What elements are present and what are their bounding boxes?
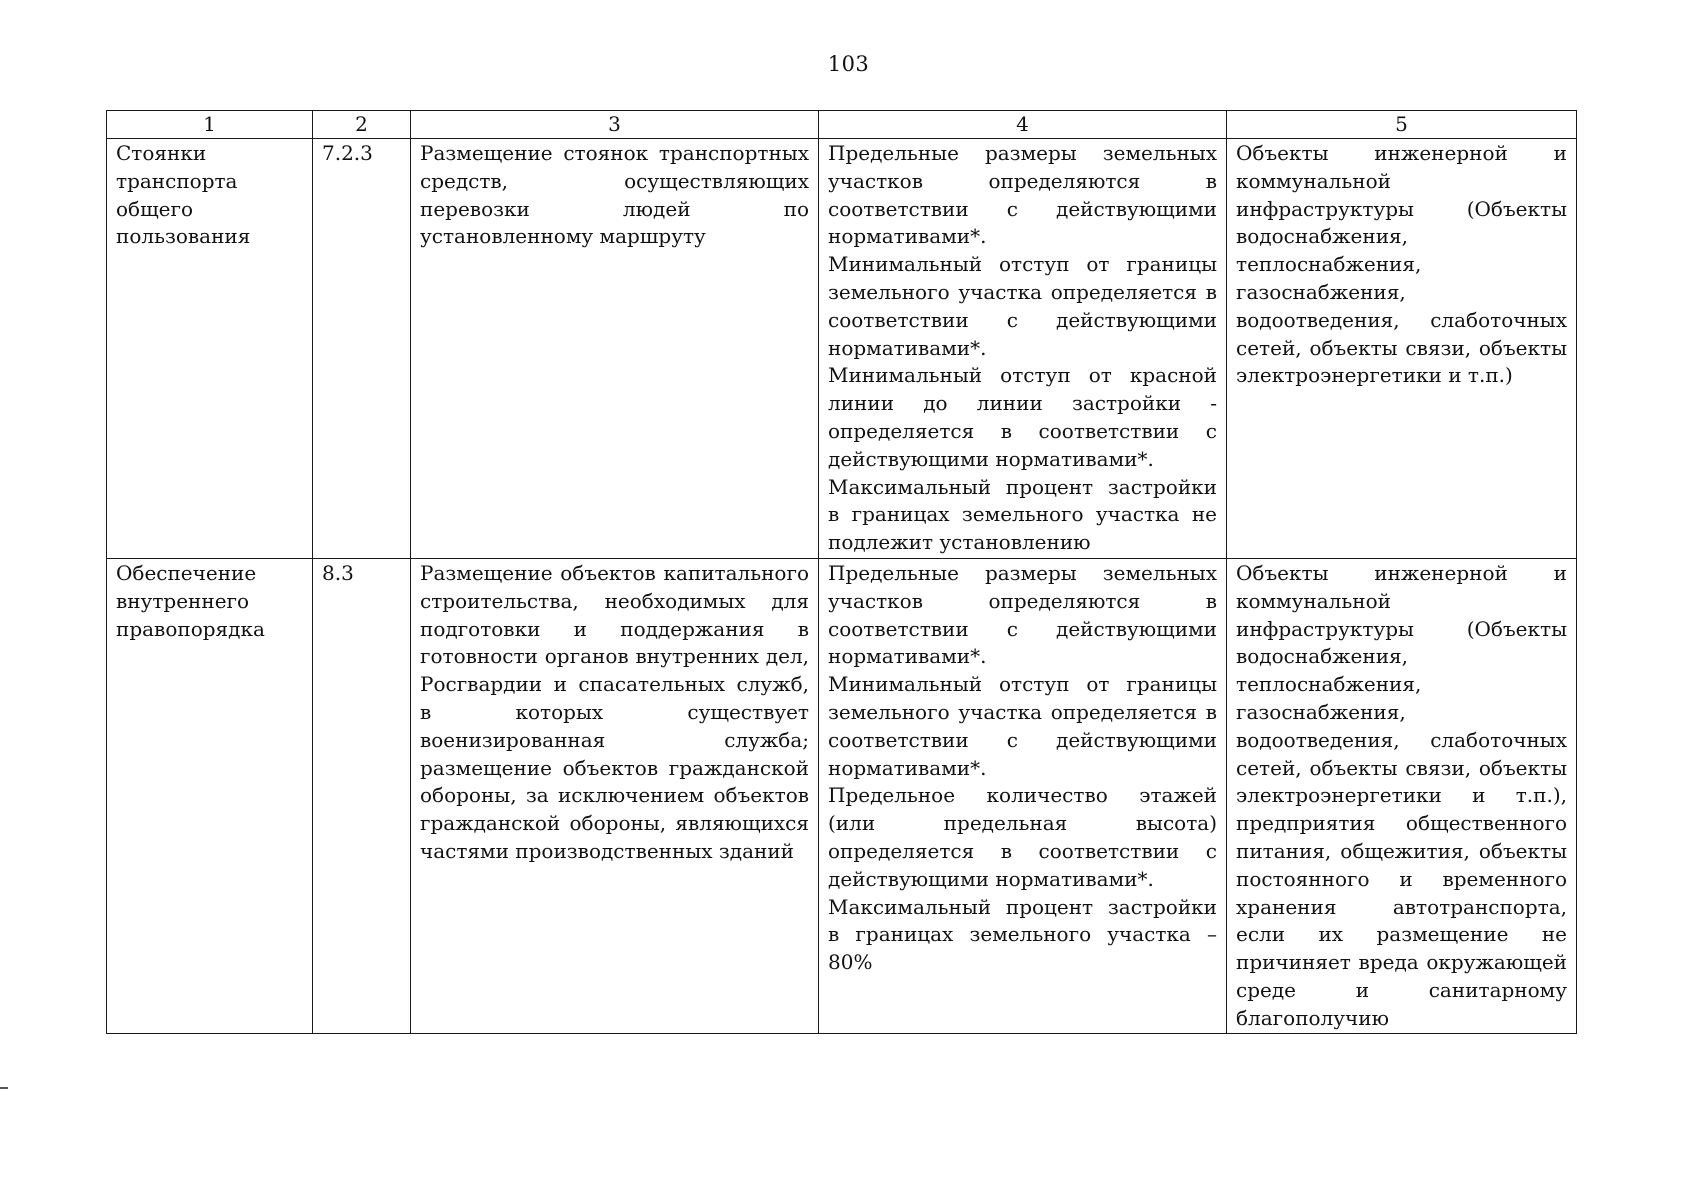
land-use-code: 7.2.3 [313, 139, 411, 559]
column-header-4: 4 [819, 111, 1227, 139]
parameter-line: Предельные размеры земельных участков определяются в соответствии с действующими нормативами*. [828, 561, 1217, 669]
parameter-line: Предельные размеры земельных участков определяются в соответствии с действующими нормативами*. [828, 141, 1217, 249]
page-number: 103 [827, 52, 870, 76]
column-header-5: 5 [1227, 111, 1577, 139]
land-use-code: 8.3 [313, 559, 411, 1034]
zoning-table [106, 110, 1577, 1034]
parameter-line: Максимальный процент застройки в границах земельного участка – 80% [828, 894, 1217, 975]
land-use-description: Размещение стоянок транспортных средств, осуществляющих перевозки людей по установленному маршруту [411, 139, 819, 559]
land-use-parameters [819, 559, 1227, 1034]
land-use-description: Размещение объектов капитального строительства, необходимых для подготовки и поддержания в готовности органов внутренних дел, Росгвардии и спасательных служб, в которых существует военизированная служба; размещение объектов гражданской обороны, за исключением объектов гражданской обороны, являющихся частями производственных зданий [411, 559, 819, 1034]
parameter-line: Максимальный процент застройки в границах земельного участка не подлежит установлению [828, 474, 1217, 555]
scan-margin-mark [0, 1087, 8, 1089]
table-header-row [107, 111, 1577, 139]
land-use-name: Обеспечение внутреннего правопорядка [107, 559, 313, 1034]
column-header-1: 1 [107, 111, 313, 139]
parameter-line: Минимальный отступ от границы земельного участка определяется в соответствии с действующими нормативами*. [828, 672, 1217, 780]
auxiliary-uses: Объекты инженерной и коммунальной инфраструктуры (Объекты водоснабжения, теплоснабжения, газоснабжения, водоотведения, слаботочных сетей, объекты связи, объекты электроэнергетики и т.п.) [1227, 139, 1577, 559]
land-use-parameters [819, 139, 1227, 559]
column-header-3: 3 [411, 111, 819, 139]
land-use-name: Стоянки транспорта общего пользования [107, 139, 313, 559]
table-row [107, 139, 1577, 559]
table-row [107, 559, 1577, 1034]
parameter-line: Минимальный отступ от границы земельного участка определяется в соответствии с действующими нормативами*. [828, 252, 1217, 360]
parameter-line: Предельное количество этажей (или предельная высота) определяется в соответствии с действующими нормативами*. [828, 783, 1217, 891]
column-header-2: 2 [313, 111, 411, 139]
auxiliary-uses: Объекты инженерной и коммунальной инфраструктуры (Объекты водоснабжения, теплоснабжения, газоснабжения, водоотведения, слаботочных сетей, объекты связи, объекты электроэнергетики и т.п.), предприятия общественного питания, общежития, объекты постоянного и временного хранения автотранспорта, если их размещение не причиняет вреда окружающей среде и санитарному благополучию [1227, 559, 1577, 1034]
parameter-line: Минимальный отступ от красной линии до линии застройки - определяется в соответствии с действующими нормативами*. [828, 363, 1217, 471]
